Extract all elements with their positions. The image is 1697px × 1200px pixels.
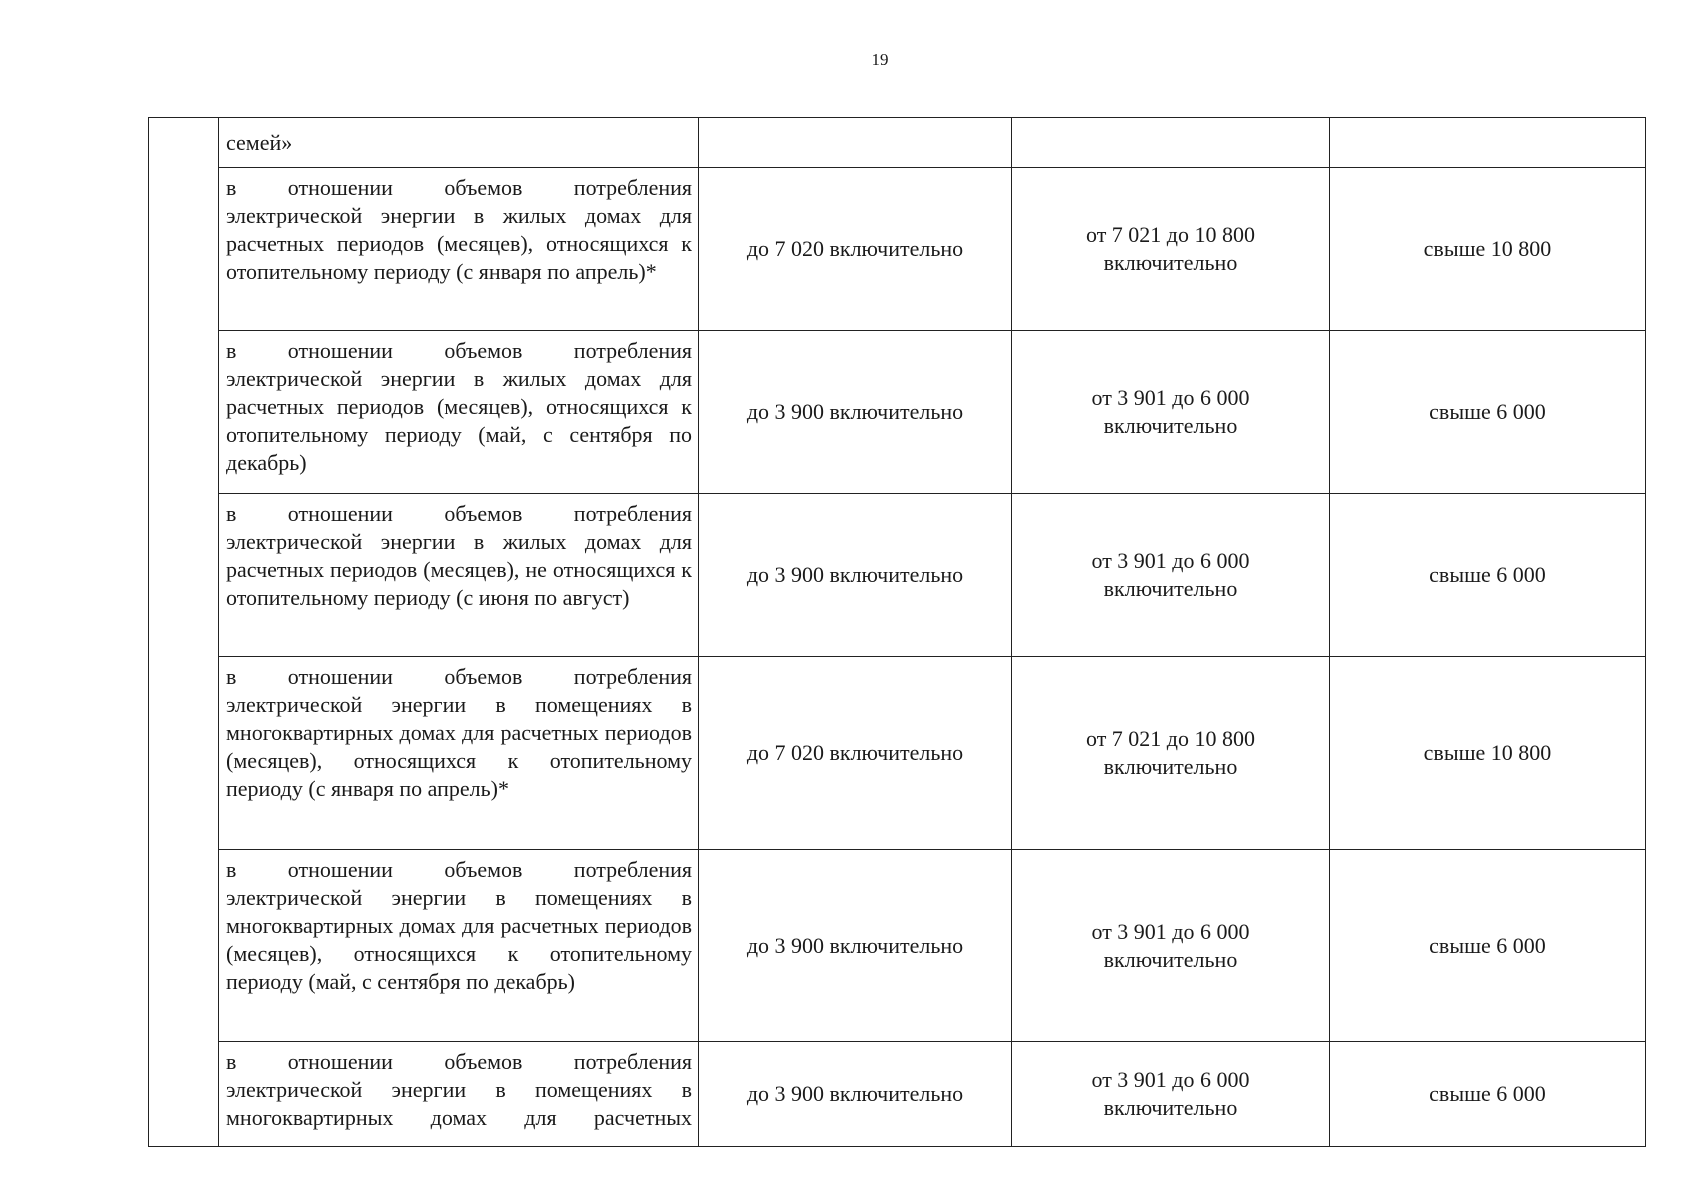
row-number-cell xyxy=(149,118,219,1147)
range-high-cell: свыше 6 000 xyxy=(1330,331,1646,494)
range-high-cell: свыше 10 800 xyxy=(1330,657,1646,850)
description-cell: в отношении объемов потребления электрической энергии в помещениях в многоквартирных домах для расчетных периодов (месяцев), относящихся к отопительному периоду (с января по апрель)* xyxy=(219,657,699,850)
description-cell: в отношении объемов потребления электрической энергии в жилых домах для расчетных периодов (месяцев), относящихся к отопительному периоду (май, с сентября по декабрь) xyxy=(219,331,699,494)
table-row xyxy=(149,657,1646,850)
range-low-cell: до 7 020 включительно xyxy=(699,657,1012,850)
range-mid-cell: от 3 901 до 6 000 включительно xyxy=(1012,331,1330,494)
range-mid-cell: от 3 901 до 6 000 включительно xyxy=(1012,850,1330,1042)
tariff-table xyxy=(148,117,1646,1147)
description-cell: в отношении объемов потребления электрической энергии в жилых домах для расчетных периодов (месяцев), не относящихся к отопительному периоду (с июня по август) xyxy=(219,494,699,657)
range-high-cell: свыше 6 000 xyxy=(1330,850,1646,1042)
range-low-cell: до 3 900 включительно xyxy=(699,494,1012,657)
description-cell: в отношении объемов потребления электрической энергии в жилых домах для расчетных периодов (месяцев), относящихся к отопительному периоду (с января по апрель)* xyxy=(219,168,699,331)
description-cell: семей» xyxy=(219,118,699,168)
table-row xyxy=(149,850,1646,1042)
range-mid-cell: от 3 901 до 6 000 включительно xyxy=(1012,1042,1330,1147)
description-cell: в отношении объемов потребления электрической энергии в помещениях в многоквартирных домах для расчетных xyxy=(219,1042,699,1147)
range-low-cell: до 3 900 включительно xyxy=(699,331,1012,494)
range-low-cell xyxy=(699,118,1012,168)
range-low-cell: до 3 900 включительно xyxy=(699,1042,1012,1147)
table-row xyxy=(149,331,1646,494)
range-high-cell: свыше 6 000 xyxy=(1330,1042,1646,1147)
range-high-cell: свыше 6 000 xyxy=(1330,494,1646,657)
range-high-cell: свыше 10 800 xyxy=(1330,168,1646,331)
table-row xyxy=(149,168,1646,331)
range-high-cell xyxy=(1330,118,1646,168)
range-low-cell: до 3 900 включительно xyxy=(699,850,1012,1042)
range-mid-cell: от 7 021 до 10 800 включительно xyxy=(1012,168,1330,331)
table-row xyxy=(149,1042,1646,1147)
range-mid-cell xyxy=(1012,118,1330,168)
description-cell: в отношении объемов потребления электрической энергии в помещениях в многоквартирных домах для расчетных периодов (месяцев), относящихся к отопительному периоду (май, с сентября по декабрь) xyxy=(219,850,699,1042)
range-low-cell: до 7 020 включительно xyxy=(699,168,1012,331)
range-mid-cell: от 7 021 до 10 800 включительно xyxy=(1012,657,1330,850)
table-row xyxy=(149,118,1646,168)
page-number: 19 xyxy=(871,50,889,69)
range-mid-cell: от 3 901 до 6 000 включительно xyxy=(1012,494,1330,657)
table-row xyxy=(149,494,1646,657)
